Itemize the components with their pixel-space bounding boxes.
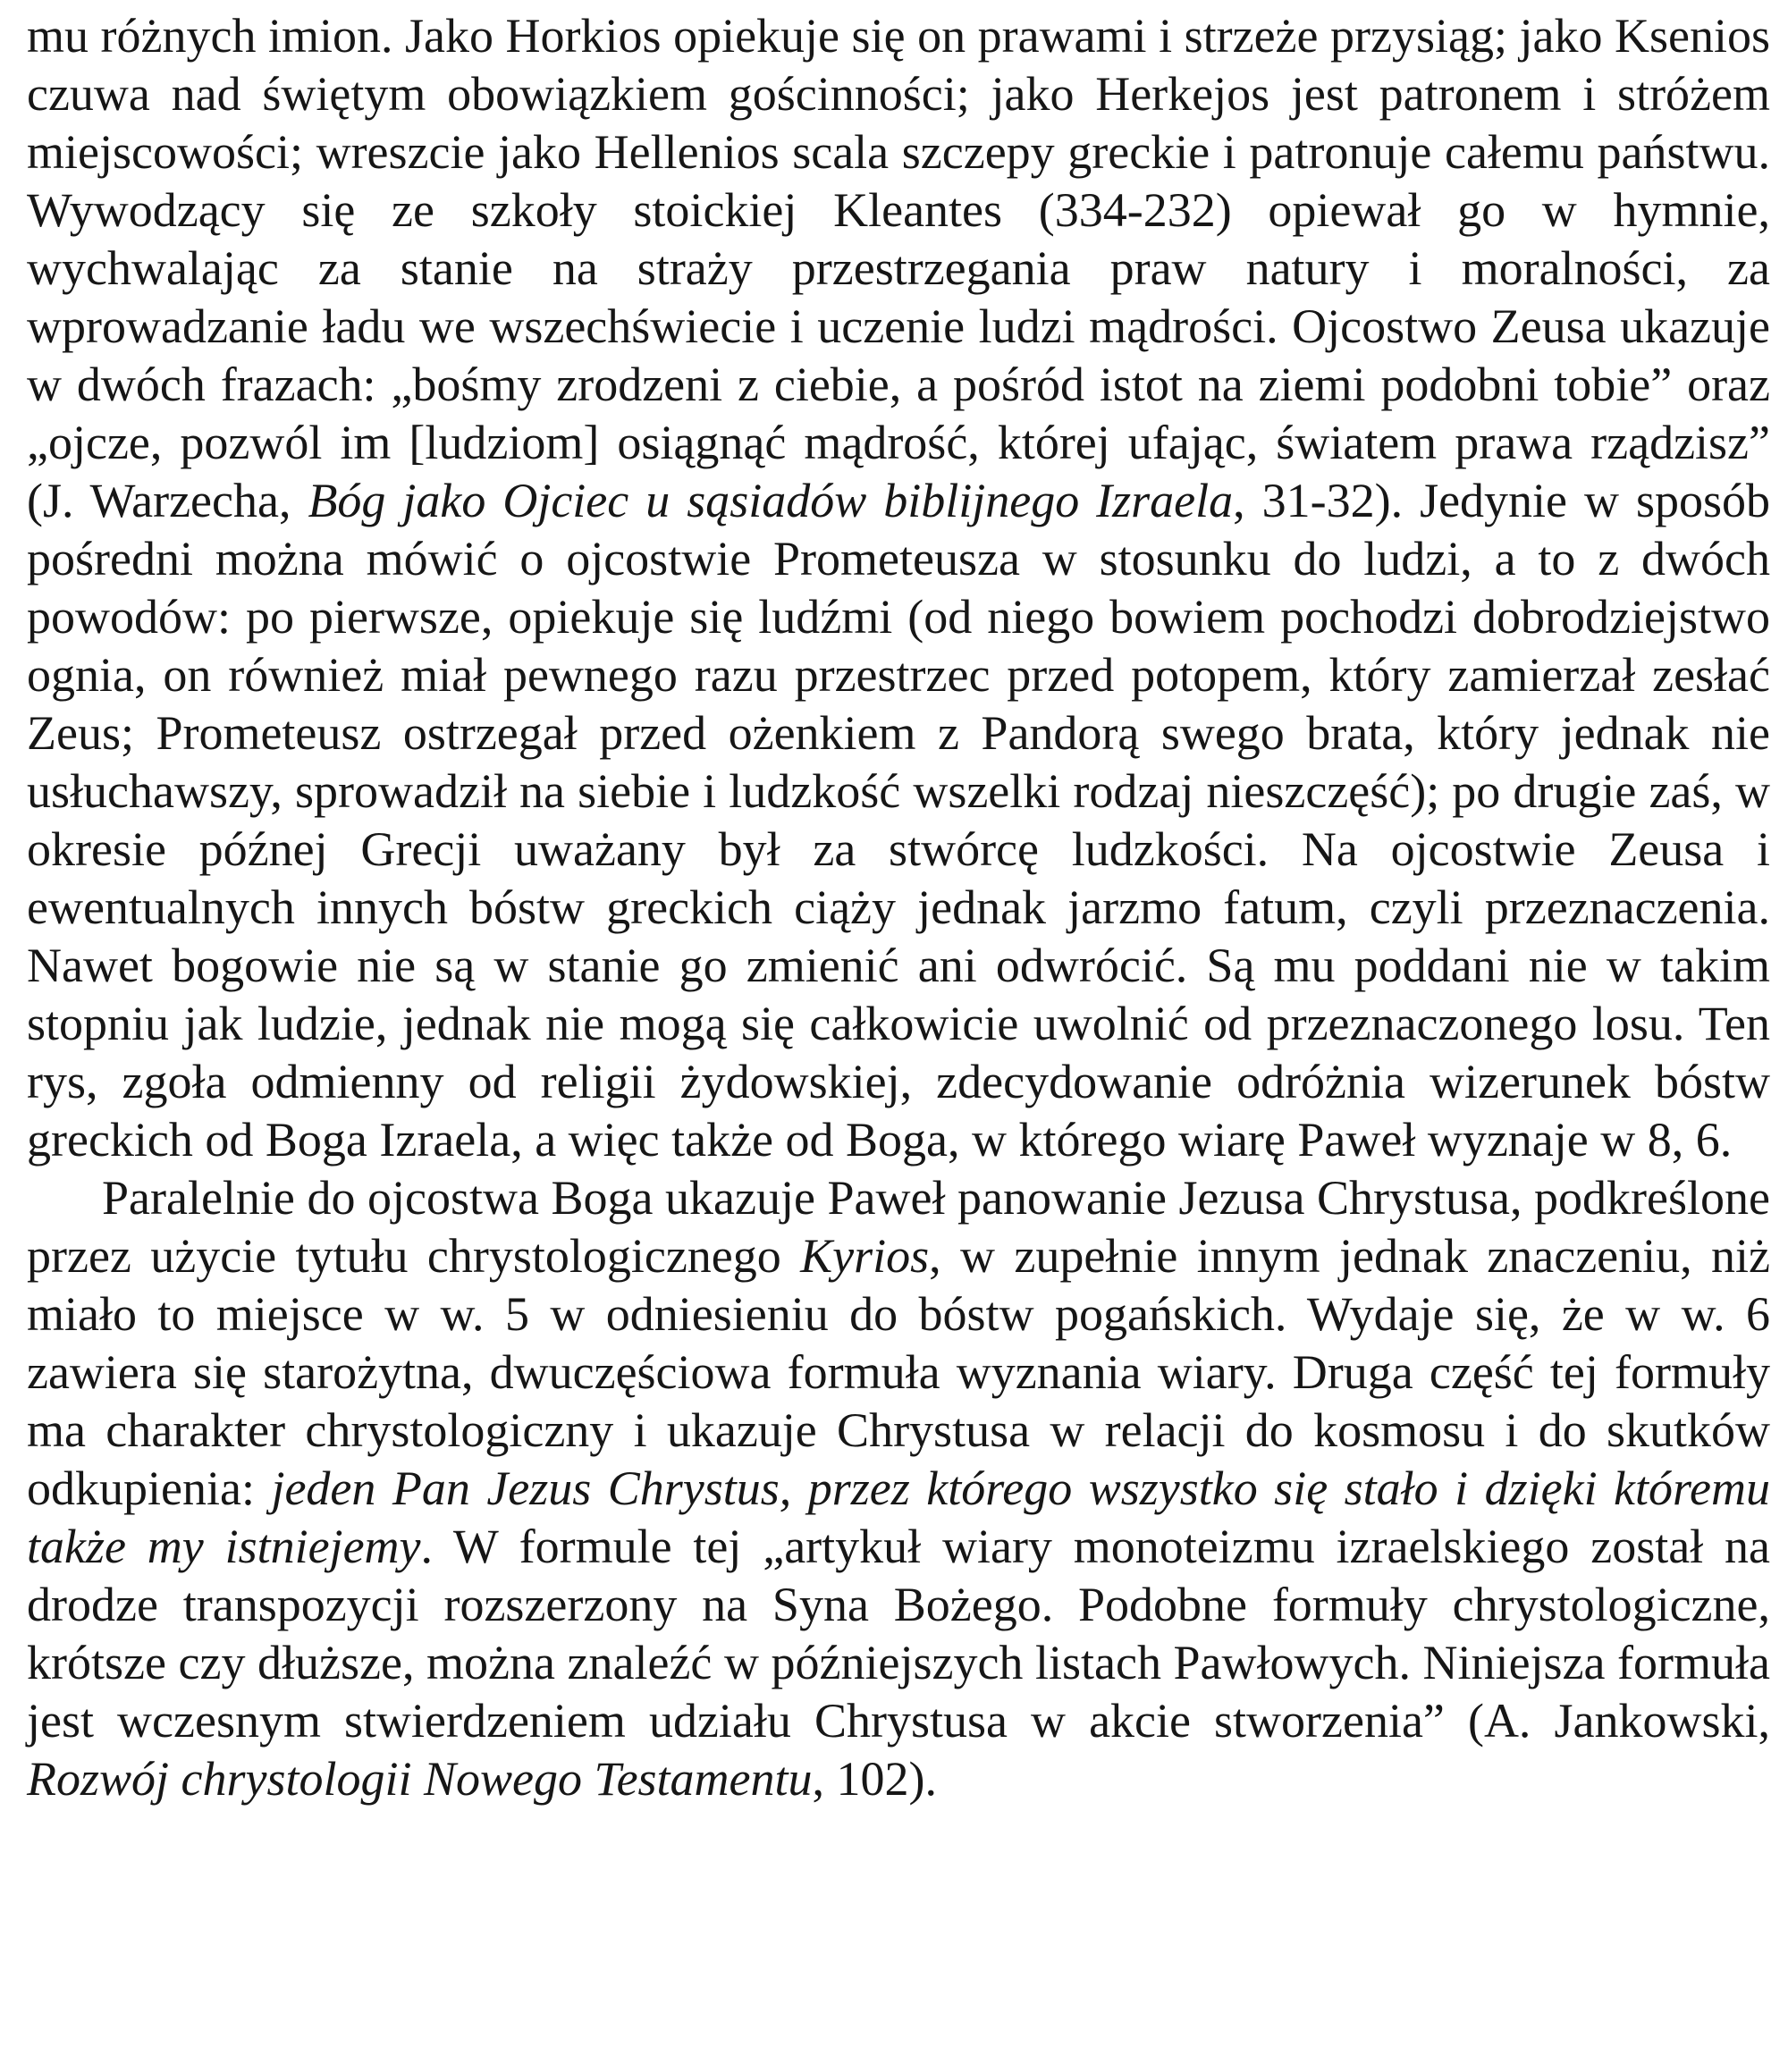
document-page xyxy=(27,7,1770,1808)
term-italic: Kyrios xyxy=(800,1229,930,1283)
paragraph-text: Paralelnie do ojcostwa Boga ukazuje Paweł panowanie Jezusa Chrystusa, podkreślone przez użycie tytułu chrystologicznego xyxy=(27,1171,1770,1283)
book-title-italic: Bóg jako Ojciec u sąsiadów biblijnego Izraela xyxy=(308,474,1234,527)
paragraph-text: . W formule tej „artykuł wiary monoteizmu izraelskiego został na drodze transpozycji rozszerzony na Syna Bożego. Podobne formuły chrystologiczne, krótsze czy dłuższe, można znaleźć w późniejszych listach Pawłowych. Niniejsza formuła jest wczesnym stwierdzeniem udziału Chrystusa w akcie stworzenia” (A. Jankowski, xyxy=(27,1520,1770,1748)
paragraph-text: mu różnych imion. Jako Horkios opiekuje się on prawami i strzeże przysiąg; jako Ksenios czuwa nad świętym obowiązkiem gościnności; jako Herkejos jest patronem i stróżem miejscowości; wreszcie jako Hellenios scala szczepy greckie i patronuje całemu państwu. Wywodzący się ze szkoły stoickiej Kleantes (334-232) opiewał go w hymnie, wychwalając za stanie na straży przestrzegania praw natury i moralności, za wprowadzanie ładu we wszechświecie i uczenie ludzi mądrości. Ojcostwo Zeusa ukazuje w dwóch frazach: „bośmy zrodzeni z ciebie, a pośród istot na ziemi podobni tobie” oraz „ojcze, pozwól im [ludziom] osiągnąć mądrość, której ufając, światem prawa rządzisz” (J. Warzecha, xyxy=(27,9,1770,527)
paragraph-text: , 31-32). Jedynie w sposób pośredni można mówić o ojcostwie Prometeusza w stosunku do ludzi, a to z dwóch powodów: po pierwsze, opiekuje się ludźmi (od niego bowiem pochodzi dobrodziejstwo ognia, on również miał pewnego razu przestrzec przed potopem, który zamierzał zesłać Zeus; Prometeusz ostrzegał przed ożenkiem z Pandorą swego brata, który jednak nie usłuchawszy, sprowadził na siebie i ludzkość wszelki rodzaj nieszczęść); po drugie zaś, w okresie późnej Grecji uważany był za stwórcę ludzkości. Na ojcostwie Zeusa i ewentualnych innych bóstw greckich ciąży jednak jarzmo fatum, czyli przeznaczenia. Nawet bogowie nie są w stanie go zmienić ani odwrócić. Są mu poddani nie w takim stopniu jak ludzie, jednak nie mogą się całkowicie uwolnić od przeznaczonego losu. Ten rys, zgoła odmienny od religii żydowskiej, zdecydowanie odróżnia wizerunek bóstw greckich od Boga Izraela, a więc także od Boga, w którego wiarę Paweł wyznaje w 8, 6. xyxy=(27,474,1770,1167)
quotation-italic: jeden Pan Jezus Chrystus, przez którego wszystko się stało i dzięki któremu także my istniejemy xyxy=(27,1461,1771,1573)
paragraph-text: , w zupełnie innym jednak znaczeniu, niż miało to miejsce w w. 5 w odniesieniu do bóstw pogańskich. Wydaje się, że w w. 6 zawiera się starożytna, dwuczęściowa formuła wyznania wiary. Druga część tej formuły ma charakter chrystologiczny i ukazuje Chrystusa w relacji do kosmosu i do skutków odkupienia: xyxy=(27,1229,1770,1515)
paragraph-2 xyxy=(27,1169,1770,1808)
paragraph-1 xyxy=(27,7,1770,1169)
paragraph-text: , 102). xyxy=(812,1752,938,1806)
book-title-italic: Rozwój chrystologii Nowego Testamentu xyxy=(27,1752,813,1806)
